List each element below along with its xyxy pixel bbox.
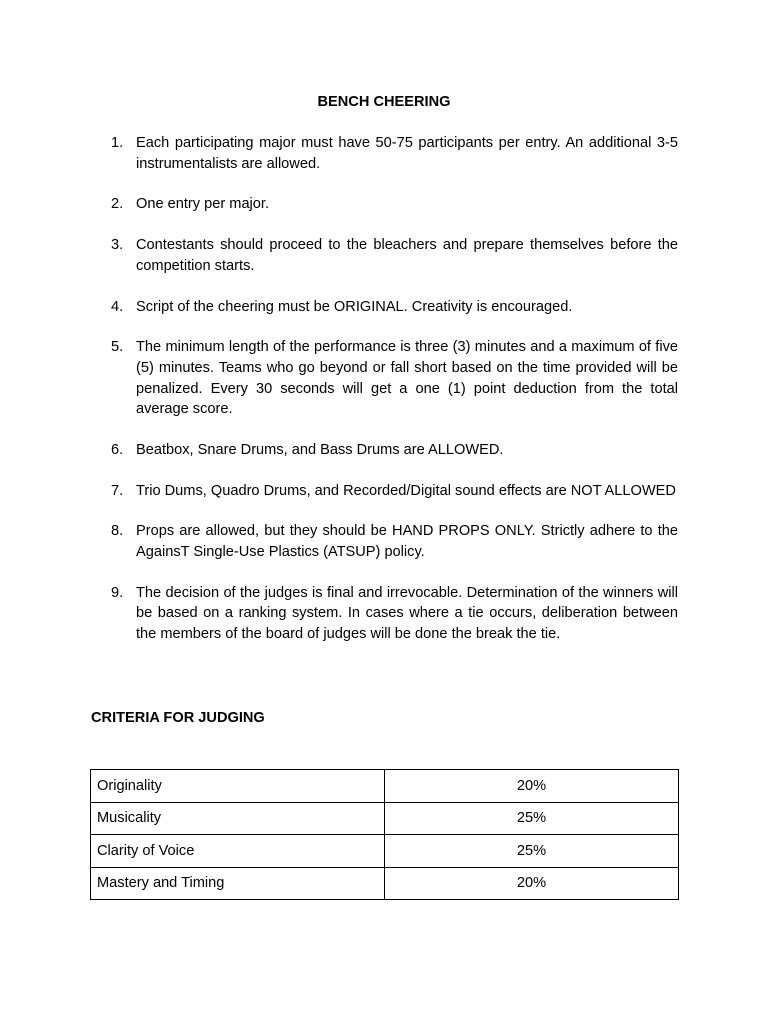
criterion-weight: 25% — [385, 835, 679, 868]
rule-number: 6. — [111, 441, 124, 458]
rule-number: 3. — [111, 237, 124, 254]
rule-item-7 — [111, 481, 678, 502]
rule-item-3 — [111, 235, 678, 276]
rule-item-1 — [111, 133, 678, 174]
criterion-name: Clarity of Voice — [91, 835, 385, 868]
rule-text: The minimum length of the performance is three (3) minutes and a maximum of five (5) minutes. Teams who go beyond or fall short based on the time provided will be penalized. Every 30 seconds will get a one (1) point deduction from the total average score. — [136, 339, 678, 418]
criterion-name: Mastery and Timing — [91, 867, 385, 900]
rule-number: 2. — [111, 196, 124, 213]
rule-number: 5. — [111, 339, 124, 356]
rule-item-5 — [111, 337, 678, 419]
criterion-weight: 25% — [385, 802, 679, 835]
table-row — [91, 770, 679, 803]
rule-text: Script of the cheering must be ORIGINAL. Creativity is encouraged. — [136, 298, 573, 315]
rule-number: 8. — [111, 523, 124, 540]
table-row — [91, 835, 679, 868]
rule-number: 4. — [111, 298, 124, 315]
table-row — [91, 867, 679, 900]
criteria-table — [90, 769, 679, 900]
rule-item-4 — [111, 297, 678, 318]
page-title: BENCH CHEERING — [317, 94, 451, 110]
criterion-weight: 20% — [385, 770, 679, 803]
rule-number: 9. — [111, 584, 124, 601]
rule-text: Props are allowed, but they should be HAND PROPS ONLY. Strictly adhere to the AgainsT Single-Use Plastics (ATSUP) policy. — [136, 523, 678, 561]
rule-text: Trio Dums, Quadro Drums, and Recorded/Digital sound effects are NOT ALLOWED — [136, 482, 676, 499]
rule-number: 1. — [111, 135, 124, 151]
rule-item-9 — [111, 583, 678, 645]
criterion-name: Musicality — [91, 802, 385, 835]
rule-text: Beatbox, Snare Drums, and Bass Drums are ALLOWED. — [136, 441, 504, 458]
criterion-weight: 20% — [385, 867, 679, 900]
rule-text: Each participating major must have 50-75 participants per entry. An additional 3-5 instrumentalists are allowed. — [136, 135, 678, 172]
rule-number: 7. — [111, 482, 124, 499]
rule-text: The decision of the judges is final and irrevocable. Determination of the winners will be based on a ranking system. In cases where a tie occurs, deliberation between the members of the board of judges will be done the break the tie. — [136, 584, 678, 642]
rule-item-2 — [111, 194, 678, 215]
table-row — [91, 802, 679, 835]
criterion-name: Originality — [91, 770, 385, 803]
rule-item-6 — [111, 440, 678, 461]
rules-list — [111, 133, 678, 665]
rule-text: One entry per major. — [136, 196, 270, 213]
rule-item-8 — [111, 521, 678, 562]
criteria-heading: CRITERIA FOR JUDGING — [91, 710, 265, 726]
rule-text: Contestants should proceed to the bleachers and prepare themselves before the competition starts. — [136, 237, 678, 274]
